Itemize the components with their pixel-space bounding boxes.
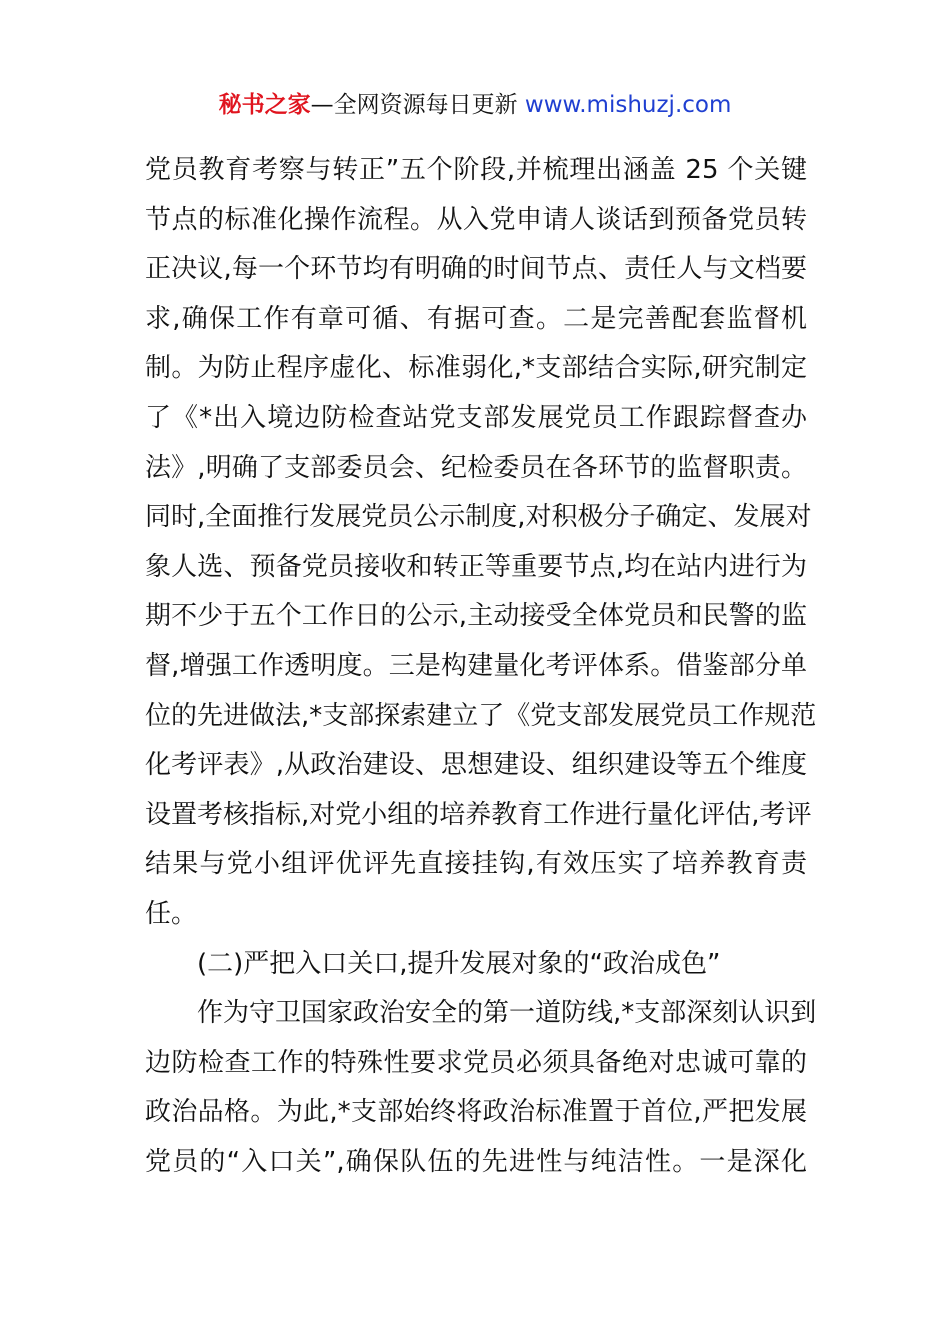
text-line: 象人选、预备党员接收和转正等重要节点,均在站内进行为 <box>145 551 807 582</box>
site-url[interactable]: www.mishuzj.com <box>524 92 732 118</box>
page-header <box>0 88 950 122</box>
text-line: 任。 <box>145 898 198 929</box>
text-line: 求,确保工作有章可循、有据可查。二是完善配套监督机 <box>145 303 807 334</box>
paragraph-2 <box>145 989 817 1187</box>
text-line: 了《*出入境边防检查站党支部发展党员工作跟踪督查办 <box>145 402 807 433</box>
header-slogan: —全网资源每日更新 <box>310 92 525 118</box>
text-line: 结果与党小组评优评先直接挂钩,有效压实了培养教育责 <box>145 849 807 880</box>
brand-name: 秘书之家 <box>218 92 311 118</box>
section-heading: (二)严把入口关口,提升发展对象的“政治成色” <box>197 948 721 979</box>
text-line: 制。为防止程序虚化、标准弱化,*支部结合实际,研究制定 <box>145 353 807 384</box>
text-line: 设置考核指标,对党小组的培养教育工作进行量化评估,考评 <box>145 799 812 830</box>
text-line: 节点的标准化操作流程。从入党申请人谈话到预备党员转 <box>145 204 807 235</box>
text-line: 督,增强工作透明度。三是构建量化考评体系。借鉴部分单 <box>145 650 807 681</box>
text-line: 期不少于五个工作日的公示,主动接受全体党员和民警的监 <box>145 601 807 632</box>
text-line: 法》,明确了支部委员会、纪检委员在各环节的监督职责。 <box>145 452 807 483</box>
text-line: 边防检查工作的特殊性要求党员必须具备绝对忠诚可靠的 <box>145 1047 807 1078</box>
text-line: 位的先进做法,*支部探索建立了《党支部发展党员工作规范 <box>145 700 817 731</box>
paragraph-1 <box>145 146 817 940</box>
text-line: 同时,全面推行发展党员公示制度,对积极分子确定、发展对 <box>145 502 812 533</box>
text-line: 党员的“入口关”,确保队伍的先进性与纯洁性。一是深化 <box>145 1146 807 1177</box>
text-line: 党员教育考察与转正”五个阶段,并梳理出涵盖 25 个关键 <box>145 155 807 185</box>
text-line: 化考评表》,从政治建设、思想建设、组织建设等五个维度 <box>145 750 807 781</box>
text-line: 作为守卫国家政治安全的第一道防线,*支部深刻认识到 <box>197 998 817 1029</box>
text-line: 政治品格。为此,*支部始终将政治标准置于首位,严把发展 <box>145 1097 807 1128</box>
document-body <box>145 146 817 1187</box>
text-line: 正决议,每一个环节均有明确的时间节点、责任人与文档要 <box>145 254 807 285</box>
